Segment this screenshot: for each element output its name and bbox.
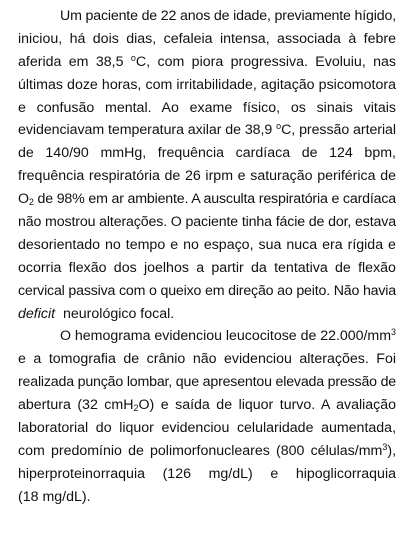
degree-superscript: o [276,121,282,132]
text-line [18,165,396,188]
line-text-fragment: O hemograma evidenciou leucocitose de 22.000/mm [60,328,392,345]
line-text-fragment: neurológico focal. [59,305,175,322]
paragraph-case-history [18,5,396,325]
line-text [18,303,174,326]
line-text-fragment: O) e saída de liquor turvo. A avaliação [138,397,397,414]
text-line [18,394,396,417]
line-text: últimas doze horas, com irritabilidade, agitação psicomotora [18,76,396,93]
text-line [18,5,396,28]
paragraph-lab-results [18,325,396,508]
line-text: (18 mg/dL). [18,488,91,505]
line-text: de 140/90 mmHg, frequência cardíaca de 124 bpm, [18,145,396,162]
line-text: não mostrou alterações. O paciente tinha fácie de dor, estava [18,214,396,231]
text-line [18,211,396,234]
text-line [18,28,396,51]
text-line [18,51,396,74]
line-text [18,440,396,463]
text-line [18,440,396,463]
line-text [18,51,396,74]
line-text [18,394,396,417]
line-text-fragment: de 98% em ar ambiente. A ausculta respiratória e cardíaca [33,191,396,208]
line-text: ocorria flexão dos joelhos a partir da tentativa de flexão [18,259,396,276]
text-line [18,348,396,371]
text-line [18,303,396,326]
line-text: hiperproteinorraquia (126 mg/dL) e hipoglicorraquia [18,465,396,482]
line-text: cervical passiva com o queixo em direção ao peito. Não havia [18,282,396,299]
line-text-fragment: abertura (32 cmH [18,397,134,414]
line-text: e a tomografia de crânio não evidenciou alterações. Foi [18,351,397,368]
italic-term: deficit [18,305,56,322]
text-line [18,486,396,509]
subscript: 2 [28,197,34,208]
line-text: e confusão mental. Ao exame físico, os sinais vitais [18,99,396,116]
document-page [18,5,396,509]
text-line [18,417,396,440]
line-text [18,188,396,211]
line-text: desorientado no tempo e no espaço, sua nuca era rígida e [18,236,396,253]
text-line [18,371,396,394]
line-text-fragment: aferida em 38,5 [18,53,131,70]
line-text-fragment: evidenciavam temperatura axilar de 38,9 [18,122,277,139]
text-line [18,280,396,303]
line-text: laboratorial do liquor evidenciou celularidade aumentada, [18,420,397,437]
line-text: realizada punção lombar, que apresentou elevada pressão de [18,374,397,391]
line-text: Um paciente de 22 anos de idade, previamente hígido, [60,8,396,24]
line-text [60,325,396,348]
line-text-fragment: O [18,191,29,208]
text-line [18,188,396,211]
text-line [18,97,396,120]
line-text-fragment: ), [387,442,397,459]
text-line [18,463,396,486]
line-text: iniciou, há dois dias, cefaleia intensa, associada à febre [18,30,397,47]
line-text-fragment: C, com piora progressiva. Evoluiu, nas [135,53,397,70]
text-line [18,119,396,142]
text-line [18,234,396,257]
line-text: frequência respiratória de 26 irpm e saturação periférica de [18,168,396,185]
subscript: 2 [133,403,139,414]
text-line [18,257,396,280]
superscript: 3 [382,441,388,452]
text-line [18,142,396,165]
degree-superscript: o [130,52,136,63]
line-text-fragment: com predomínio de polimorfonucleares (800 células/mm [18,442,383,459]
text-line [18,74,396,97]
text-line [18,325,396,348]
line-text-fragment: C, pressão arterial [281,122,396,139]
line-text [18,119,396,142]
superscript: 3 [391,327,397,338]
